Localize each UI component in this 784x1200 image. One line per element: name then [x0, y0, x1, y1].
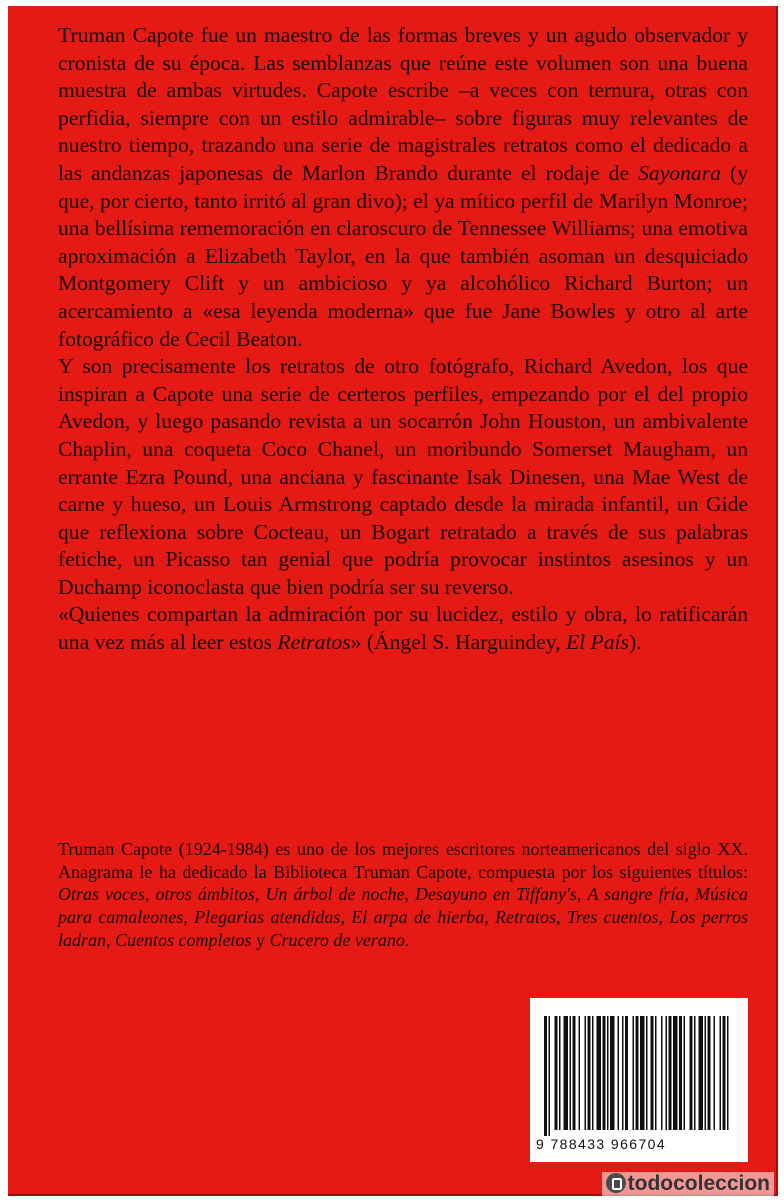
- barcode-bar: [666, 1016, 668, 1130]
- book-title: Retratos: [495, 907, 557, 928]
- barcode-bar: [588, 1016, 591, 1130]
- barcode-bar: [622, 1016, 624, 1130]
- barcode-bar: [714, 1016, 716, 1130]
- book-title: Tres cuentos: [566, 907, 659, 928]
- barcode-bar: [592, 1016, 594, 1130]
- barcode-bar: [585, 1016, 587, 1130]
- author-bio: [58, 838, 748, 952]
- blurb-quote: «Quienes compartan la admiración por su lucidez, estilo y obra, lo ratificarán una vez más al leer estos Retratos» (Ángel S. Harguindey, El País).: [58, 602, 748, 655]
- barcode-bar: [597, 1016, 602, 1130]
- blurb-paragraph-1: Truman Capote fue un maestro de las formas breves y un agudo observador y cronista de su época. Las semblanzas que reúne este volumen son una buena muestra de ambas virtudes. Capote escribe –a veces con ternura, otras con perfidia, siempre con un estilo admirable– sobre figuras muy relevantes de nuestro tiempo, trazando una serie de magistrales retratos como el dedicado a las andanzas japonesas de Marlon Brando durante el rodaje de Sayonara (y que, por cierto, tanto irritó al gran divo); el ya mítico perfil de Marilyn Monroe; una bellísima rememoración en claroscuro de Tennessee Williams; una emotiva aproximación a Elizabeth Taylor, en la que también asoman un desquiciado Montgomery Clift y un ambicioso y ya alcohólico Richard Burton; un acercamiento a «esa leyenda moderna» que fue Jane Bowles y otro al arte fotográfico de Cecil Beaton.: [58, 23, 748, 351]
- barcode-bar: [673, 1016, 678, 1130]
- barcode-bar: [723, 1016, 726, 1130]
- barcode-bar: [570, 1016, 572, 1130]
- barcode-bar: [549, 1016, 551, 1136]
- barcode-bar: [633, 1016, 635, 1130]
- barcode-bar: [684, 1016, 686, 1130]
- book-title: El arpa de hierba: [351, 907, 485, 928]
- title-sayonara: Sayonara: [638, 160, 721, 185]
- barcode-bar: [564, 1016, 569, 1130]
- book-title: Un árbol de noche: [265, 884, 405, 905]
- book-title: Plegarias atendidas: [194, 907, 341, 928]
- barcode-bar: [603, 1016, 606, 1130]
- barcode-bar: [669, 1016, 672, 1130]
- barcode-bar: [625, 1016, 628, 1130]
- book-title: Los perros ladran: [58, 907, 749, 950]
- book-titles-list: Otras voces, otros ámbitos, Un árbol de noche, Desayuno en Tiffany's, A sangre fría, Música para camaleones, Plegarias atendidas, El arpa de hierba, Retratos, Tres cuentos, Los perros ladran, Cuentos completos: [58, 884, 749, 950]
- barcode-bar: [610, 1016, 615, 1130]
- book-back-cover: [8, 6, 778, 1196]
- barcode-bar: [651, 1016, 654, 1130]
- quote-source: El País: [565, 630, 629, 655]
- barcode-bar: [727, 1016, 729, 1130]
- barcode-bar: [694, 1016, 696, 1130]
- isbn-digits: 9 788433 966704: [536, 1136, 666, 1152]
- barcode-bar: [646, 1016, 648, 1130]
- barcode-bar: [640, 1016, 645, 1130]
- barcode-bar: [573, 1016, 576, 1130]
- barcode-bar: [636, 1016, 639, 1130]
- book-title-last: Crucero de verano: [269, 929, 405, 950]
- book-title: Otras voces, otros ámbitos: [58, 884, 255, 905]
- barcode-bar: [618, 1016, 620, 1130]
- watermark: todocoleccion: [602, 1172, 774, 1196]
- barcode-bar: [607, 1016, 609, 1130]
- barcode-bar: [555, 1016, 558, 1130]
- blurb-text: [58, 22, 748, 657]
- barcode-bar: [661, 1016, 663, 1130]
- title-retratos: Retratos: [277, 630, 351, 655]
- book-title: Desayuno en Tiffany's: [415, 884, 577, 905]
- barcode-bars: [544, 1016, 734, 1136]
- barcode-bar: [579, 1016, 581, 1130]
- barcode-bar: [679, 1016, 682, 1130]
- barcode-bar: [699, 1016, 704, 1130]
- barcode-bar: [544, 1016, 547, 1136]
- book-title: A sangre fría: [587, 884, 685, 905]
- barcode-box: [530, 998, 748, 1162]
- barcode-bar: [655, 1016, 657, 1130]
- book-title: Música para camaleones: [58, 884, 749, 928]
- barcode-bar: [690, 1016, 693, 1130]
- book-title: Cuentos completos: [115, 929, 252, 950]
- blurb-paragraph-2: Y son precisamente los retratos de otro fotógrafo, Richard Avedon, los que inspiran a Capote una serie de certeros perfiles, empezando por el del propio Avedon, y luego pasando revista a un socarrón John Houston, un ambivalente Chaplin, una coqueta Coco Chanel, un moribundo Somerset Maugham, un errante Ezra Pound, una anciana y fascinante Isak Dinesen, una Mae West de carne y hueso, un Louis Armstrong captado desde la mirada infantil, un Gide que reflexiona sobre Cocteau, un Bogart retratado a través de sus palabras fetiche, un Picasso tan genial que podría provocar instintos asesinos y un Duchamp iconoclasta que bien podría ser su reverso.: [58, 354, 748, 599]
- barcode-bar: [705, 1016, 707, 1130]
- author-bio-paragraph: Truman Capote (1924-1984) es uno de los mejores escritores norteamericanos del siglo XX. Anagrama le ha dedicado la Biblioteca Truman Capote, compuesta por los siguientes títulos: Otras voces, otros ámbitos, Un árbol de noche, Desayuno en Tiffany's, A sangre fría, Música para camaleones, Plegarias atendidas, El arpa de hierba, Retratos, Tres cuentos, Los perros ladran, Cuentos completos y Crucero de verano.: [58, 839, 749, 950]
- barcode-bar: [720, 1016, 722, 1130]
- todocoleccion-logo-icon: [606, 1173, 626, 1193]
- barcode-bar: [559, 1016, 561, 1130]
- barcode-bar: [708, 1016, 711, 1130]
